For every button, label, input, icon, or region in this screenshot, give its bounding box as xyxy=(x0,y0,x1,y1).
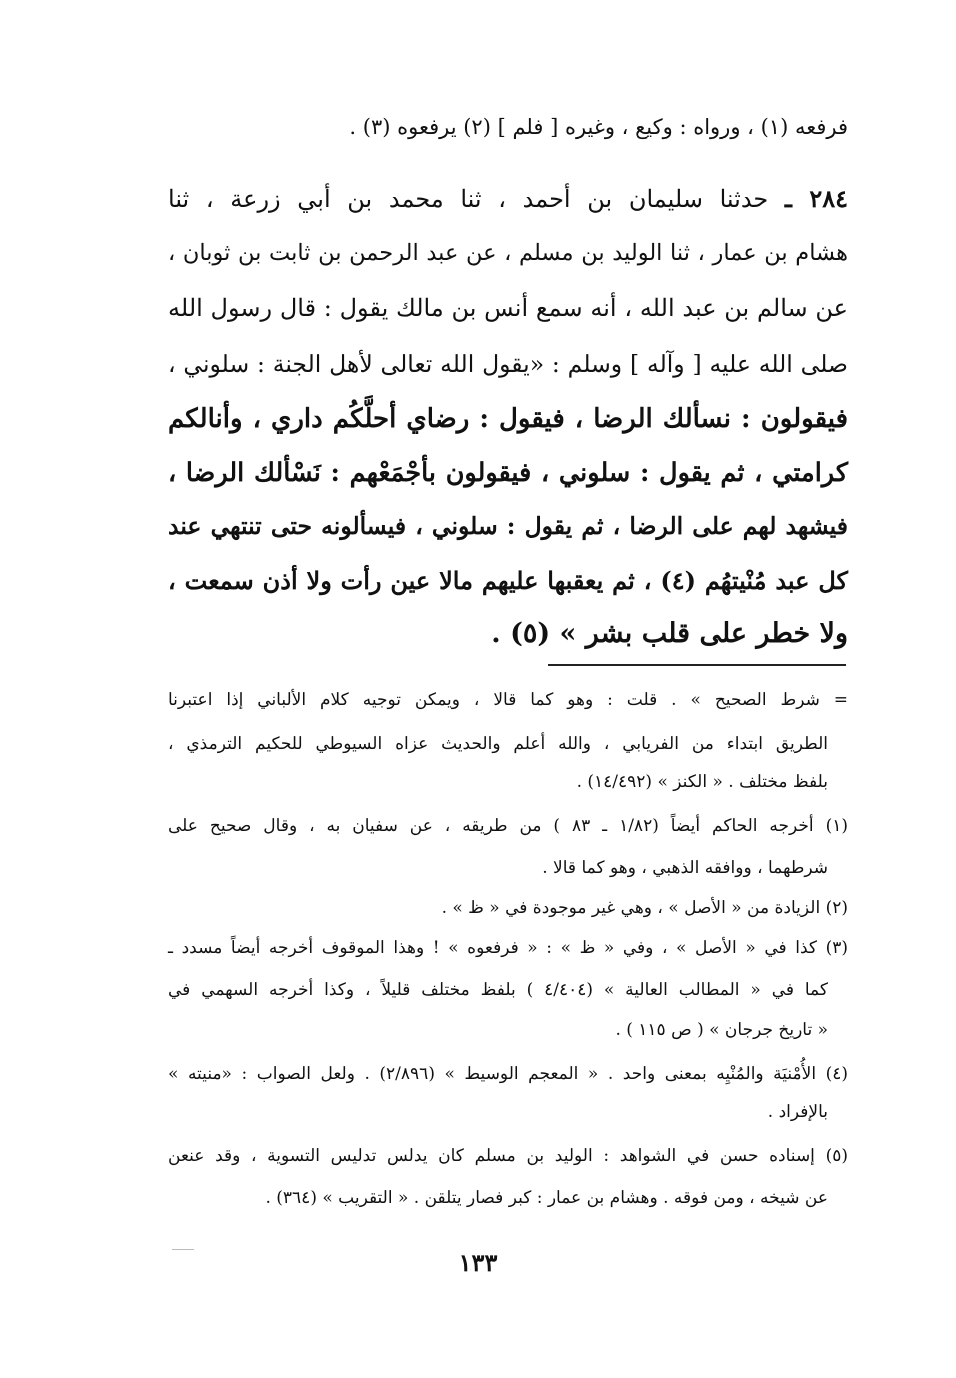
footnote-4-line-1: (٤) الأُمْنيَة والمُنْيِه بمعنى واحد . « المعجم الوسيط » (٢/٨٩٦) . ولعل الصواب : «منيته » xyxy=(168,1064,849,1084)
hadith-line-5: فيقولون : نسألك الرضا ، فيقول : رضاي أحلَّكُم داري ، وأنالكم xyxy=(168,404,848,434)
hadith-line-7: فيشهد لهم على الرضا ، ثم يقول : سلوني ، فيسألونه حتى تنتهي عند xyxy=(168,512,848,540)
footnote-3-line-3: « تاريخ جرجان » ( ص ١١٥ ) . xyxy=(615,1020,828,1040)
hadith-line-1-text: حدثنا سليمان بن أحمد ، ثنا محمد بن أبي زرعة ، ثنا xyxy=(168,185,769,213)
footnote-5-line-2: عن شيخه ، ومن فوقه . وهشام بن عمار : كبر فصار يتلقن . « التقريب » (٣٦٤) . xyxy=(265,1188,828,1208)
intro-line: فرفعه (١) ، ورواه : وكيع ، وغيره [ فلم ] (٢) يرفعوه (٣) . xyxy=(349,115,848,139)
footnote-continuation-line-3: بلفظ مختلف . « الكنز » (١٤/٤٩٢) . xyxy=(576,772,828,792)
footnote-separator xyxy=(548,664,846,666)
footnote-3-line-2: كما في « المطالب العالية » (٤/٤٠٤ ) بلفظ مختلف قليلاً ، وكذا أخرجه السهمي في xyxy=(168,980,828,1000)
page-number: ١٣٣ xyxy=(458,1248,498,1277)
footnote-2-line-1: (٢) الزيادة من « الأصل » ، وهي غير موجودة في « ظ » . xyxy=(441,898,848,918)
hadith-line-1 xyxy=(168,184,848,213)
hadith-line-8: كل عبد مُنْيتهُم (٤) ، ثم يعقبها عليهم مالا عين رأت ولا أذن سمعت ، xyxy=(168,566,848,595)
footnote-1-line-2: شرطهما ، ووافقه الذهبي ، وهو كما قالا . xyxy=(542,858,828,878)
hadith-line-2: هشام بن عمار ، ثنا الوليد بن مسلم ، عن عبد الرحمن بن ثابت بن ثوبان ، xyxy=(168,240,848,266)
hadith-line-9: ولا خطر على قلب بشر » (٥) . xyxy=(491,618,848,649)
hadith-line-3: عن سالم بن عبد الله ، أنه سمع أنس بن مالك يقول : قال رسول الله xyxy=(168,294,848,322)
footnote-continuation-line-2: الطريق ابتداء من الفريابي ، والله أعلم والحديث عزاه السيوطي للحكيم الترمذي ، xyxy=(168,734,828,754)
hadith-line-6: كرامتي ، ثم يقول : سلوني ، فيقولون بأجْمَعْهم : نَسْألك الرضا ، xyxy=(168,458,848,488)
hadith-number: ٢٨٤ ـ xyxy=(784,184,848,213)
footnote-5-line-1: (٥) إسناده حسن في الشواهد : الوليد بن مسلم كان يدلس تدليس التسوية ، وقد عنعن xyxy=(168,1146,848,1166)
footnote-4-line-2: بالإفراد . xyxy=(767,1102,828,1122)
footnote-3-line-1: (٣) كذا في « الأصل » ، وفي « ظ » : « فرفعوه » ! وهذا الموقوف أخرجه أيضاً مسدد ـ xyxy=(168,938,848,958)
footnote-1-line-1: (١) أخرجه الحاكم أيضاً (١/٨٢ ـ ٨٣ ) من طريقه ، عن سفيان به ، وقال صحيح على xyxy=(168,816,848,836)
hadith-line-4: صلى الله عليه [ وآله ] وسلم : «يقول الله تعالى لأهل الجنة : سلوني ، xyxy=(168,350,848,378)
main-text xyxy=(168,0,848,660)
footnote-continuation-line-1: = شرط الصحيح » . قلت : وهو كما قالا ، ويمكن توجيه كلام الألباني إذا اعتبرنا xyxy=(168,690,848,710)
